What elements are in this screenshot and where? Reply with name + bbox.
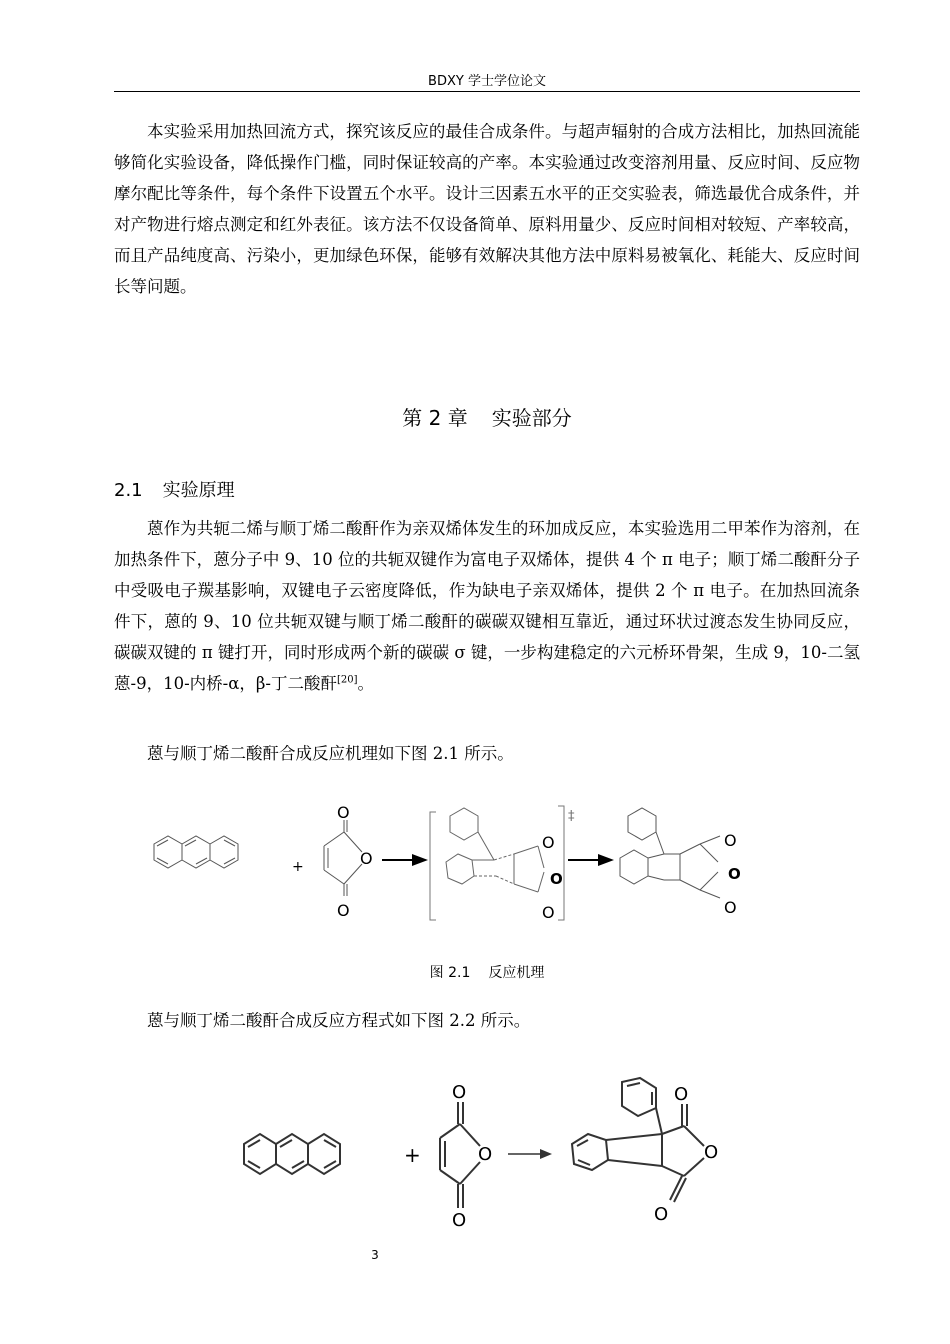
section-title: 实验原理 [162,480,235,501]
page-number: 3 [371,1248,379,1262]
oxygen-label: O [674,1084,689,1105]
section-number: 2.1 [114,480,143,501]
figure1-caption [114,962,860,982]
oxygen-label: O [337,901,350,920]
anthracene-structure [154,836,238,868]
plus-sign-2: + [404,1143,421,1167]
caption-number: 图 2.1 [429,965,471,981]
reaction-mechanism-figure [140,796,780,936]
plus-sign-1: + [292,859,304,875]
section-heading [114,476,235,502]
figure2-intro: 蒽与顺丁烯二酸酐合成反应方程式如下图 2.2 所示。 [147,1011,531,1030]
reaction-arrow-2 [568,854,614,866]
reaction-equation-figure [230,1070,770,1240]
oxygen-label: O [724,898,737,917]
caption-title: 反应机理 [488,965,545,981]
maleic-anhydride-structure [324,820,362,896]
oxygen-label: O [452,1082,467,1103]
oxygen-label: O [550,870,563,888]
adduct-structure [620,808,720,898]
oxygen-label: O [542,833,555,852]
figure1-intro: 蒽与顺丁烯二酸酐合成反应机理如下图 2.1 所示。 [147,744,514,763]
oxygen-label: O [360,849,373,868]
chapter-number: 第 2 章 [402,406,468,430]
oxygen-label: O [728,865,741,883]
double-dagger: ‡ [568,809,575,824]
header-rule [114,91,860,92]
maleic-anhydride-structure [440,1102,480,1208]
oxygen-label: O [478,1144,493,1165]
intro-paragraph: 本实验采用加热回流方式，探究该反应的最佳合成条件。与超声辐射的合成方法相比，加热回流能够简化实验设备，降低操作门槛，同时保证较高的产率。本实验通过改变溶剂用量、反应时间、反应物摩尔配比等条件，每个条件下设置五个水平。设计三因素五水平的正交实验表，筛选最优合成条件，并对产物进行熔点测定和红外表征。该方法不仅设备简单、原料用量少、反应时间相对较短、产率较高，而且产品纯度高、污染小，更加绿色环保，能够有效解决其他方法中原料易被氧化、耗能大、反应时间长等问题。 [114,122,860,296]
reaction-arrow-1 [382,854,428,866]
oxygen-label: O [724,831,737,850]
anthracene-structure [244,1134,340,1174]
oxygen-label: O [337,803,350,822]
citation-ref[interactable]: [20] [336,674,358,686]
page-header: BDXY 学士学位论文 [428,74,546,89]
oxygen-label: O [542,903,555,922]
principle-end: 。 [357,674,375,693]
principle-paragraph [114,513,860,699]
oxygen-label: O [704,1142,719,1163]
oxygen-label: O [452,1210,467,1231]
transition-state-structure [446,808,544,892]
chapter-title: 实验部分 [491,406,572,430]
oxygen-label: O [654,1204,669,1225]
reaction-arrow [508,1149,552,1159]
principle-text: 蒽作为共轭二烯与顺丁烯二酸酐作为亲双烯体发生的环加成反应，本实验选用二甲苯作为溶剂，在加热条件下，蒽分子中 9、10 位的共轭双键作为富电子双烯体，提供 4 个 π 电子；顺丁烯二酸酐分子中受吸电子羰基影响，双键电子云密度降低，作为缺电子亲双烯体，提供 2 个 π 电子。在加热回流条件下，蒽的 9、10 位共轭双键与顺丁烯二酸酐的碳碳双键相互靠近，通过环状过渡态发生协同反应，碳碳双键的 π 键打开，同时形成两个新的碳碳 σ 键，一步构建稳定的六元桥环骨架，生成 9，10-二氢蒽-9，10-内桥-α，β-丁二酸酐 [114,519,860,693]
chapter-heading [114,402,860,431]
